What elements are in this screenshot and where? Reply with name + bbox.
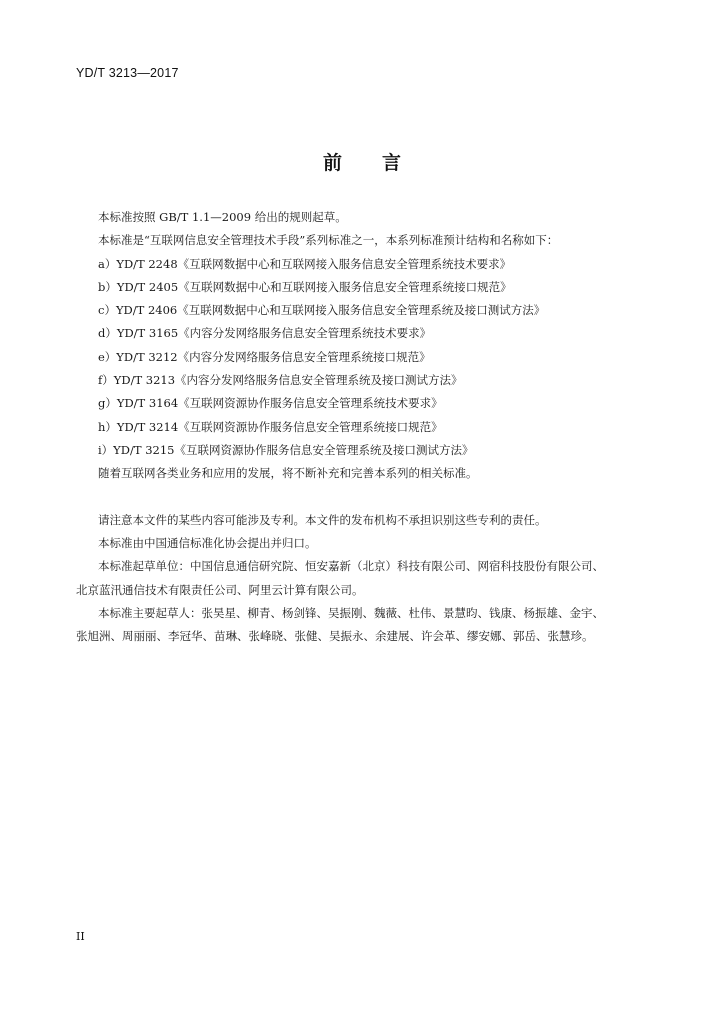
title-char-right: 言 [382, 152, 402, 174]
list-item-series-a: a）YD/T 2248《互联网数据中心和互联网接入服务信息安全管理系统技术要求》 [98, 256, 512, 271]
list-item-series-g: g）YD/T 3164《互联网资源协作服务信息安全管理系统技术要求》 [98, 396, 443, 411]
list-item-series-c: c）YD/T 2406《互联网数据中心和互联网接入服务信息安全管理系统及接口测试方法》 [98, 303, 546, 318]
foreword-body [76, 206, 656, 649]
paragraph-series-intro: 本标准是“互联网信息安全管理技术手段”系列标准之一，本系列标准预计结构和名称如下： [98, 233, 559, 248]
list-item-series-h: h）YD/T 3214《互联网资源协作服务信息安全管理系统接口规范》 [98, 419, 443, 434]
page-title [0, 148, 724, 175]
paragraph-drafting-rule: 本标准按照 GB/T 1.1—2009 给出的规则起草。 [98, 210, 347, 224]
paragraph-drafting-units: 本标准起草单位：中国信息通信研究院、恒安嘉新（北京）科技有限公司、网宿科技股份有限公司、 [98, 559, 604, 574]
standard-code-header: YD/T 3213—2017 [76, 66, 179, 80]
paragraph-drafters: 本标准主要起草人：张昊星、柳青、杨剑锋、吴振刚、魏薇、杜伟、景慧昀、钱康、杨振雄、金宇、 [98, 606, 604, 621]
page-number: II [76, 930, 85, 943]
paragraph-drafting-units-cont: 北京蓝汛通信技术有限责任公司、阿里云计算有限公司。 [76, 582, 364, 597]
list-item-series-d: d）YD/T 3165《内容分发网络服务信息安全管理系统技术要求》 [98, 326, 432, 341]
list-item-series-i: i）YD/T 3215《互联网资源协作服务信息安全管理系统及接口测试方法》 [98, 442, 474, 457]
paragraph-series-outlook: 随着互联网各类业务和应用的发展，将不断补充和完善本系列的相关标准。 [98, 466, 478, 481]
list-item-series-f: f）YD/T 3213《内容分发网络服务信息安全管理系统及接口测试方法》 [98, 373, 463, 388]
list-item-series-e: e）YD/T 3212《内容分发网络服务信息安全管理系统接口规范》 [98, 349, 431, 364]
paragraph-patent-notice: 请注意本文件的某些内容可能涉及专利。本文件的发布机构不承担识别这些专利的责任。 [98, 512, 547, 527]
paragraph-proposer: 本标准由中国通信标准化协会提出并归口。 [98, 536, 317, 551]
title-char-left: 前 [322, 152, 342, 174]
list-item-series-b: b）YD/T 2405《互联网数据中心和互联网接入服务信息安全管理系统接口规范》 [98, 279, 512, 294]
paragraph-drafters-cont: 张旭洲、周丽丽、李冠华、苗琳、张峰晓、张健、吴振永、余建展、许会革、缪安娜、郭岳、张慧珍。 [76, 629, 594, 644]
